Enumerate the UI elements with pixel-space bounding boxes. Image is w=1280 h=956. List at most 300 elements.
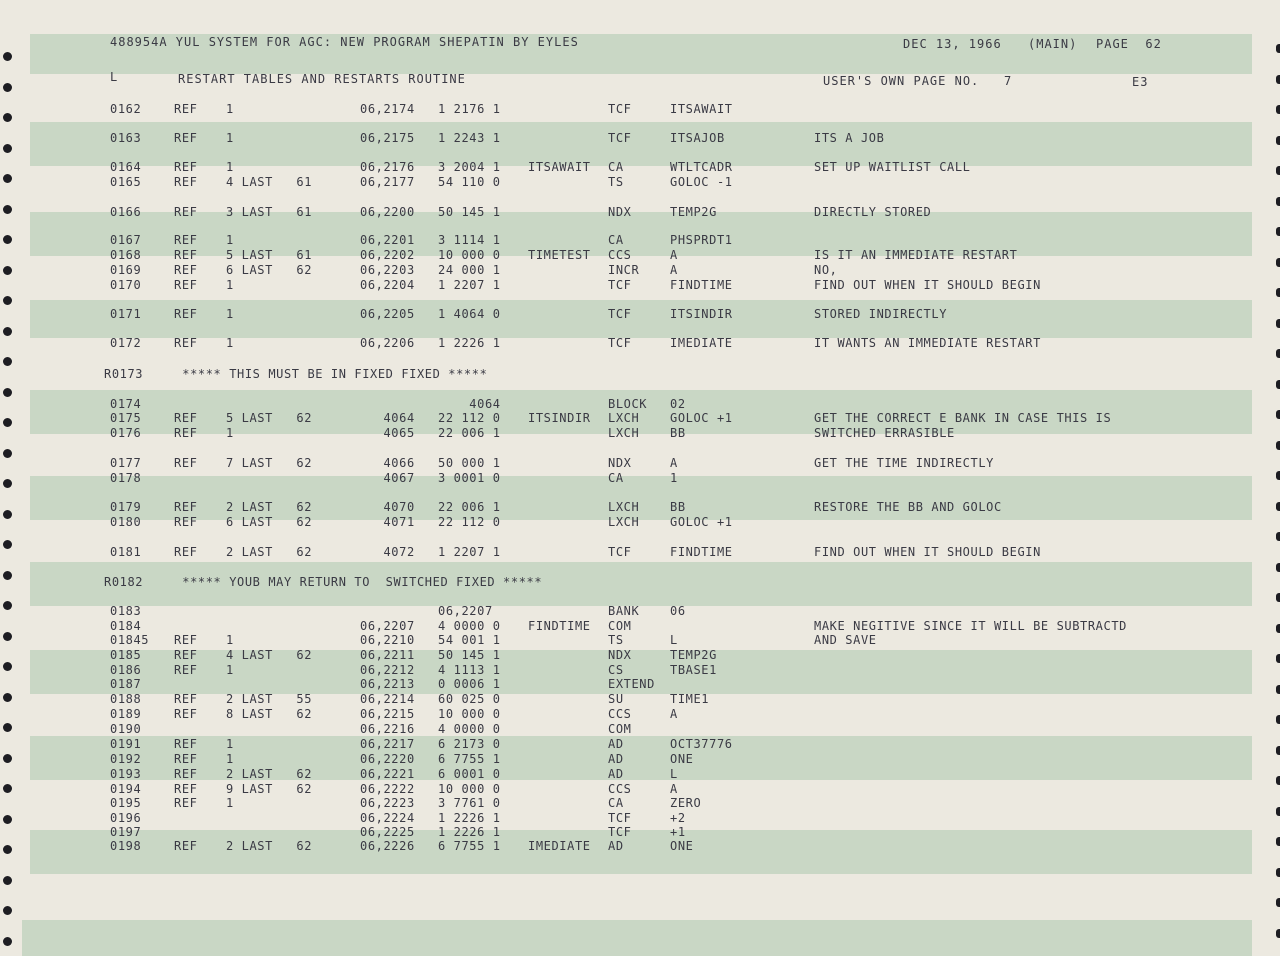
last-reference: 3 LAST 61 [226,205,313,219]
operand: ITSAJOB [670,131,725,145]
ref-marker: REF [174,515,198,529]
listing-line [0,782,1280,797]
line-number: 0178 [110,471,142,485]
listing-line [0,692,1280,707]
octal-code: 4 1113 1 [438,663,501,677]
ref-marker: REF [174,692,198,706]
octal-code: 50 145 1 [438,648,501,662]
operand: 1 [670,471,678,485]
feed-hole [3,296,12,305]
memory-address: 4072 [360,545,415,559]
operand: ONE [670,752,694,766]
listing-line [0,677,1280,692]
line-number: 0165 [110,175,142,189]
operand: GOLOC +1 [670,411,733,425]
listing-line [0,648,1280,663]
comment: MAKE NEGITIVE SINCE IT WILL BE SUBTRACTD [814,619,1127,633]
opcode: CA [608,471,624,485]
operand: A [670,456,678,470]
memory-address: 06,2215 [360,707,415,721]
opcode: AD [608,767,624,781]
listing-line [0,545,1280,560]
ref-marker: REF [174,707,198,721]
memory-address: 06,2201 [360,233,415,247]
last-reference: 1 [226,737,234,751]
opcode: NDX [608,205,632,219]
operand: A [670,707,678,721]
octal-code: 24 000 1 [438,263,501,277]
operand: IMEDIATE [670,336,733,350]
last-reference: 1 [226,426,234,440]
memory-address: 06,2200 [360,205,415,219]
line-number: 0176 [110,426,142,440]
last-reference: 6 LAST 62 [226,515,313,529]
listing-line [0,619,1280,634]
ref-marker: REF [174,782,198,796]
octal-code: 6 2173 0 [438,737,501,751]
feed-hole [3,937,12,946]
line-number: 0166 [110,205,142,219]
line-number: 0186 [110,663,142,677]
symbol-label: ITSAWAIT [528,160,591,174]
line-number: 0197 [110,825,142,839]
octal-code: 50 145 1 [438,205,501,219]
last-reference: 2 LAST 62 [226,500,313,514]
memory-address: 06,2206 [360,336,415,350]
opcode: CCS [608,782,632,796]
line-number: 0164 [110,160,142,174]
line-number: 0194 [110,782,142,796]
feed-hole [1276,44,1280,53]
listing-date: DEC 13, 1966 [903,37,1002,51]
comment: AND SAVE [814,633,877,647]
feed-hole [1276,898,1280,907]
operand: BB [670,500,686,514]
octal-code: 6 7755 1 [438,752,501,766]
octal-code: 22 006 1 [438,426,501,440]
feed-hole [3,388,12,397]
ref-marker: REF [174,500,198,514]
last-reference: 1 [226,160,234,174]
operand: TEMP2G [670,648,717,662]
opcode: AD [608,737,624,751]
opcode: CCS [608,248,632,262]
users-page-code: E3 [1132,75,1149,89]
octal-code: 3 7761 0 [438,796,501,810]
last-reference: 1 [226,336,234,350]
memory-address: 4071 [360,515,415,529]
opcode: INCR [608,263,640,277]
last-reference: 4 LAST 62 [226,648,313,662]
memory-address: 06,2211 [360,648,415,662]
memory-address: 06,2204 [360,278,415,292]
comment: IS IT AN IMMEDIATE RESTART [814,248,1018,262]
line-number: 0183 [110,604,142,618]
octal-code: 4 0000 0 [438,619,501,633]
comment: DIRECTLY STORED [814,205,932,219]
memory-address: 06,2226 [360,839,415,853]
operand: OCT37776 [670,737,733,751]
listing-line [0,752,1280,767]
octal-code: 3 1114 1 [438,233,501,247]
line-number: 0175 [110,411,142,425]
octal-code: 22 006 1 [438,500,501,514]
opcode: EXTEND [608,677,655,691]
line-number: 0184 [110,619,142,633]
operand: BB [670,426,686,440]
memory-address: 06,2225 [360,825,415,839]
memory-address: 06,2212 [360,663,415,677]
octal-code: 3 2004 1 [438,160,501,174]
listing-line [0,707,1280,722]
listing-line [0,205,1280,220]
symbol-label: TIMETEST [528,248,591,262]
operand: A [670,248,678,262]
last-reference: 1 [226,633,234,647]
listing-line [0,575,1280,590]
octal-code: 0 0006 1 [438,677,501,691]
memory-address: 06,2216 [360,722,415,736]
last-reference: 1 [226,278,234,292]
line-number: 0162 [110,102,142,116]
remark-line: R0182 ***** YOUB MAY RETURN TO SWITCHED FIXED ***** [104,575,543,589]
ref-marker: REF [174,426,198,440]
memory-address: 4067 [360,471,415,485]
operand: GOLOC -1 [670,175,733,189]
opcode: LXCH [608,500,640,514]
memory-address: 06,2213 [360,677,415,691]
memory-address: 4065 [360,426,415,440]
feed-hole [3,357,12,366]
memory-address: 06,2202 [360,248,415,262]
feed-hole [1276,593,1280,602]
octal-code: 54 001 1 [438,633,501,647]
line-number: 0193 [110,767,142,781]
memory-address: 06,2221 [360,767,415,781]
section-title: RESTART TABLES AND RESTARTS ROUTINE [178,72,466,86]
listing-line [0,471,1280,486]
listing-line [0,160,1280,175]
listing-line [0,367,1280,382]
listing-title: 488954A YUL SYSTEM FOR AGC: NEW PROGRAM SHEPATIN BY EYLES [110,35,579,49]
memory-address: 4070 [360,500,415,514]
opcode: TCF [608,336,632,350]
ref-marker: REF [174,633,198,647]
memory-address: 06,2224 [360,811,415,825]
comment: GET THE CORRECT E BANK IN CASE THIS IS [814,411,1112,425]
opcode: CA [608,233,624,247]
opcode: AD [608,752,624,766]
memory-address: 06,2220 [360,752,415,766]
octal-code: 3 0001 0 [438,471,501,485]
octal-code: 60 025 0 [438,692,501,706]
listing-line [0,263,1280,278]
memory-address: 06,2217 [360,737,415,751]
listing-line [0,796,1280,811]
line-number: 0185 [110,648,142,662]
remark-line: R0173 ***** THIS MUST BE IN FIXED FIXED ***** [104,367,488,381]
listing-line [0,397,1280,412]
symbol-label: FINDTIME [528,619,591,633]
opcode: AD [608,839,624,853]
line-number: 0189 [110,707,142,721]
listing-line [0,722,1280,737]
opcode: CA [608,160,624,174]
octal-code: 1 2226 1 [438,336,501,350]
operand: L [670,767,678,781]
octal-code: 10 000 0 [438,707,501,721]
line-number: 0187 [110,677,142,691]
opcode: BANK [608,604,640,618]
operand: PHSPRDT1 [670,233,733,247]
line-number: 0198 [110,839,142,853]
ref-marker: REF [174,752,198,766]
ref-marker: REF [174,648,198,662]
octal-code: 50 000 1 [438,456,501,470]
memory-address: 06,2174 [360,102,415,116]
line-number: 0169 [110,263,142,277]
listing-line [0,604,1280,619]
feed-hole [1276,441,1280,450]
listing-line [0,102,1280,117]
memory-address: 06,2210 [360,633,415,647]
listing-line [0,767,1280,782]
ref-marker: REF [174,737,198,751]
opcode: CCS [608,707,632,721]
feed-hole [1276,532,1280,541]
line-number: 0177 [110,456,142,470]
line-number: 0180 [110,515,142,529]
operand: 06 [670,604,686,618]
line-number: 01845 [110,633,150,647]
feed-hole [3,327,12,336]
memory-address: 06,2207 [360,619,415,633]
opcode: TCF [608,131,632,145]
comment: STORED INDIRECTLY [814,307,948,321]
octal-code: 06,2207 [438,604,493,618]
last-reference: 5 LAST 61 [226,248,313,262]
listing-line [0,175,1280,190]
comment: ITS A JOB [814,131,885,145]
opcode: TCF [608,102,632,116]
opcode: CA [608,796,624,810]
opcode: TCF [608,811,632,825]
feed-hole [3,52,12,61]
memory-address: 06,2223 [360,796,415,810]
last-reference: 8 LAST 62 [226,707,313,721]
ref-marker: REF [174,411,198,425]
operand: ZERO [670,796,702,810]
operand: FINDTIME [670,545,733,559]
listing-line [0,248,1280,263]
listing-line [0,278,1280,293]
ref-marker: REF [174,278,198,292]
last-reference: 1 [226,752,234,766]
line-number: 0188 [110,692,142,706]
last-reference: 5 LAST 62 [226,411,313,425]
comment: SWITCHED ERRASIBLE [814,426,955,440]
memory-address: 06,2176 [360,160,415,174]
octal-code: 1 2176 1 [438,102,501,116]
last-reference: 2 LAST 62 [226,545,313,559]
last-reference: 2 LAST 55 [226,692,313,706]
memory-address: 06,2205 [360,307,415,321]
users-page-number: USER'S OWN PAGE NO. 7 [823,74,1013,88]
feed-hole [3,876,12,885]
comment: RESTORE THE BB AND GOLOC [814,500,1002,514]
opcode: TCF [608,825,632,839]
memory-address: 4066 [360,456,415,470]
opcode: BLOCK [608,397,648,411]
opcode: LXCH [608,411,640,425]
line-number: 0167 [110,233,142,247]
ref-marker: REF [174,796,198,810]
comment: GET THE TIME INDIRECTLY [814,456,994,470]
line-number: 0191 [110,737,142,751]
last-reference: 9 LAST 62 [226,782,313,796]
memory-address: 4064 [360,411,415,425]
line-number: 0174 [110,397,142,411]
last-reference: 1 [226,131,234,145]
log-letter: L [110,70,119,84]
operand: ITSAWAIT [670,102,733,116]
feed-hole [3,83,12,92]
operand: FINDTIME [670,278,733,292]
listing-line [0,500,1280,515]
octal-code: 6 0001 0 [438,767,501,781]
listing-line [0,515,1280,530]
memory-address: 06,2175 [360,131,415,145]
ref-marker: REF [174,175,198,189]
ref-marker: REF [174,336,198,350]
feed-hole [1276,929,1280,938]
operand: 02 [670,397,686,411]
feed-hole [1276,75,1280,84]
ref-marker: REF [174,205,198,219]
listing-line [0,411,1280,426]
ref-marker: REF [174,456,198,470]
ref-marker: REF [174,233,198,247]
last-reference: 1 [226,663,234,677]
listing-line [0,633,1280,648]
octal-code: 22 112 0 [438,411,501,425]
octal-code: 22 112 0 [438,515,501,529]
listing-line [0,839,1280,854]
line-number: 0168 [110,248,142,262]
comment: IT WANTS AN IMMEDIATE RESTART [814,336,1041,350]
octal-code: 4064 [438,397,501,411]
line-number: 0181 [110,545,142,559]
ref-marker: REF [174,545,198,559]
memory-address: 06,2222 [360,782,415,796]
line-number: 0190 [110,722,142,736]
ref-marker: REF [174,160,198,174]
opcode: TCF [608,545,632,559]
greenbar-band [22,920,1252,956]
listing-line [0,825,1280,840]
memory-address: 06,2214 [360,692,415,706]
comment: NO, [814,263,838,277]
operand: ITSINDIR [670,307,733,321]
ref-marker: REF [174,307,198,321]
listing-line [0,456,1280,471]
octal-code: 10 000 0 [438,782,501,796]
opcode: COM [608,722,632,736]
last-reference: 1 [226,102,234,116]
opcode: LXCH [608,426,640,440]
operand: A [670,782,678,796]
operand: TBASE1 [670,663,717,677]
listing-line [0,307,1280,322]
listing-line [0,663,1280,678]
listing-line [0,426,1280,441]
ref-marker: REF [174,839,198,853]
ref-marker: REF [174,767,198,781]
ref-marker: REF [174,102,198,116]
last-reference: 2 LAST 62 [226,767,313,781]
octal-code: 1 4064 0 [438,307,501,321]
feed-hole [3,906,12,915]
opcode: NDX [608,456,632,470]
ref-marker: REF [174,263,198,277]
listing-page-number: PAGE 62 [1096,37,1162,51]
last-reference: 4 LAST 61 [226,175,313,189]
octal-code: 1 2226 1 [438,811,501,825]
listing-line [0,737,1280,752]
octal-code: 1 2207 1 [438,545,501,559]
feed-hole [1276,868,1280,877]
opcode: TS [608,175,624,189]
operand: +1 [670,825,686,839]
octal-code: 54 110 0 [438,175,501,189]
listing-main-tag: (MAIN) [1028,37,1078,51]
listing-line [0,336,1280,351]
operand: L [670,633,678,647]
operand: +2 [670,811,686,825]
listing-line [0,233,1280,248]
memory-address: 06,2203 [360,263,415,277]
line-number: 0195 [110,796,142,810]
listing-line [0,811,1280,826]
listing-line [0,131,1280,146]
opcode: CS [608,663,624,677]
ref-marker: REF [174,663,198,677]
memory-address: 06,2177 [360,175,415,189]
octal-code: 1 2243 1 [438,131,501,145]
opcode: LXCH [608,515,640,529]
line-number: 0171 [110,307,142,321]
octal-code: 10 000 0 [438,248,501,262]
operand: TEMP2G [670,205,717,219]
operand: TIME1 [670,692,710,706]
symbol-label: ITSINDIR [528,411,591,425]
last-reference: 1 [226,796,234,810]
line-number: 0192 [110,752,142,766]
octal-code: 4 0000 0 [438,722,501,736]
last-reference: 6 LAST 62 [226,263,313,277]
symbol-label: IMEDIATE [528,839,591,853]
last-reference: 1 [226,233,234,247]
operand: GOLOC +1 [670,515,733,529]
ref-marker: REF [174,131,198,145]
last-reference: 2 LAST 62 [226,839,313,853]
line-number: 0170 [110,278,142,292]
line-number: 0179 [110,500,142,514]
opcode: NDX [608,648,632,662]
operand: ONE [670,839,694,853]
feed-hole [1276,563,1280,572]
octal-code: 6 7755 1 [438,839,501,853]
